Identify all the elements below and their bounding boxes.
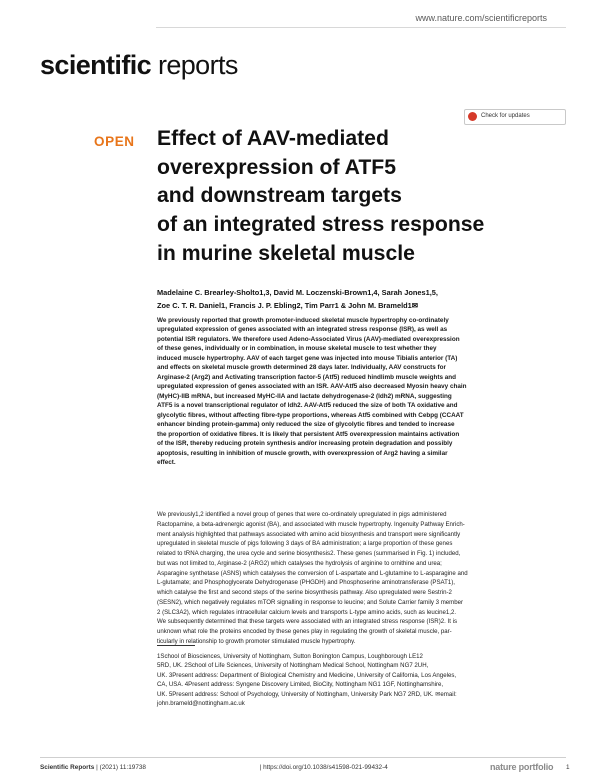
journal-name-bold: scientific xyxy=(40,50,152,80)
abstract-line: ATF5 is a novel transcriptional regulator of ldh2. AAV-Atf5 reduced the size of both TA oxidative and xyxy=(157,402,458,410)
abstract-line: enhancer binding protein-gamma) only reduced the size of glycolytic fibres and tended to increase xyxy=(157,421,455,429)
abstract-line: induced muscle hypertrophy. AAV of each target gene was injected into mouse Tibialis anterior (TA) xyxy=(157,354,458,362)
abstract-line: upregulated expression of genes associated with an integrated stress response (ISR), as well as xyxy=(157,326,448,334)
footer-doi[interactable]: https://doi.org/10.1038/s41598-021-99432-4 xyxy=(263,764,388,771)
body-line: ticularly in relationship to growth promoter stimulated muscle hypertrophy. xyxy=(157,637,356,645)
footer-volume: (2021) 11:19738 xyxy=(99,764,146,771)
affiliation-line: 5RD, UK. 2School of Life Sciences, University of Nottingham Medical School, Nottingham NG7 2UH, xyxy=(157,662,429,670)
body-line: related to tRNA charging, the urea cycle and serine biosynthesis2. These genes (summarised in Fig. 1) included, xyxy=(157,550,461,557)
abstract-line: the proportion of oxidative fibres. It is likely that persistent Atf5 overexpression maintains activation xyxy=(157,430,460,438)
affiliation-line: CA, USA. 4Present address: Syngene Discovery Limited, BioCity, Nottingham NG1 1GF, Nottinghamshire, xyxy=(157,681,444,689)
open-access-label: OPEN xyxy=(94,134,135,149)
abstract-line: apoptosis, resulting in inhibition of muscle growth, with overexpression of Arg2 having a similar xyxy=(157,449,448,457)
body-line: but was not limited to, Arginase-2 (ARG2) which catalyses the hydrolysis of arginine to ornithine and urea; xyxy=(157,559,442,567)
footer-citation: Scientific Reports | (2021) 11:19738 | https://doi.org/10.1038/s41598-021-99432-4 xyxy=(40,764,388,771)
title-line: and downstream targets xyxy=(157,184,402,208)
body-line: ment analysis highlighted that pathways associated with amino acid biosynthesis and transport were significantly xyxy=(157,530,461,538)
affiliation-line: 1School of Biosciences, University of Nottingham, Sutton Bonington Campus, Loughborough LE12 xyxy=(157,653,423,660)
footer-divider xyxy=(40,757,566,758)
body-line: We subsequently determined that these targets were associated with an integrated stress response (ISR)2. It is xyxy=(157,618,457,626)
abstract-line: We previously reported that growth promoter-induced skeletal muscle hypertrophy co-ordinately xyxy=(157,317,449,324)
affiliations-divider xyxy=(157,645,195,646)
abstract-line: effect. xyxy=(157,459,176,467)
body-line: which catalyse the first and second steps of the serine biosynthesis pathway. Also upregulated were Sestrin-2 xyxy=(157,589,452,596)
nature-portfolio-logo: nature portfolio xyxy=(490,762,554,772)
page-number: 1 xyxy=(566,764,570,771)
abstract-line: of these genes, individually or in combination, in mouse skeletal muscle to test whether they xyxy=(157,345,437,353)
body-line: Asparagine synthetase (ASNS) which catalyses the conversion of L-aspartate and L-glutamine to L-asparagine and xyxy=(157,569,468,577)
abstract-line: of the ISR, thereby reducing protein synthesis and/or increasing protein degradation and possibly xyxy=(157,440,453,448)
abstract-line: (MyHC)-IIB mRNA, but increased MyHC-IIA and lactate dehydrogenase-2 (ldh2) mRNA, suggesting xyxy=(157,392,452,400)
footer-journal: Scientific Reports xyxy=(40,764,95,771)
corresponding-email[interactable]: john.brameld@nottingham.ac.uk xyxy=(157,700,245,708)
affiliations xyxy=(157,652,570,708)
title-line: overexpression of ATF5 xyxy=(157,155,397,179)
body-line: L-glutamate; and Phosphoglycerate Dehydrogenase (PHGDH) and Phosphoserine aminotransferase (PSAT1), xyxy=(157,579,455,587)
body-text xyxy=(157,510,570,647)
body-line: We previously1,2 identified a novel group of genes that were co-ordinately upregulated in pigs administered xyxy=(157,511,447,518)
author-list xyxy=(157,286,569,312)
abstract xyxy=(157,316,570,468)
header-divider xyxy=(156,27,566,28)
title-line: of an integrated stress response xyxy=(157,213,485,237)
body-line: upregulated in skeletal muscle of pigs following 3 days of BA administration; a large proportion of these genes xyxy=(157,540,453,548)
abstract-line: glycolytic fibres, without affecting fibre-type proportions, whereas Atf5 combined with Cebpg (CCAAT xyxy=(157,411,464,419)
author-line: Madelaine C. Brearley-Sholto1,3, David M. Loczenski-Brown1,4, Sarah Jones1,5, xyxy=(157,288,438,297)
body-line: (SESN2), which negatively regulates mTOR signalling in response to leucine; and Solute Carrier family 3 member xyxy=(157,598,464,606)
crossmark-icon xyxy=(468,112,477,121)
title-line: Effect of AAV-mediated xyxy=(157,127,389,150)
title-line: in murine skeletal muscle xyxy=(157,241,415,265)
abstract-line: and effects on skeletal muscle growth determined 28 days later. Individually, AAV constructs for xyxy=(157,364,446,372)
author-line: Zoe C. T. R. Daniel1, Francis J. P. Ebling2, Tim Parr1 & John M. Brameld1✉ xyxy=(157,301,418,310)
abstract-line: upregulated expression of genes associated with an ISR. AAV-Atf5 also decreased Myosin heavy chain xyxy=(157,383,467,391)
affiliation-line: UK. 3Present address: Department of Biological Chemistry and Medicine, University of California, Los Angeles, xyxy=(157,671,457,679)
body-line: 2 (SLC3A2), which regulates intracellular calcium levels and transports L-type amino acids, such as leucine1,2. xyxy=(157,608,457,616)
abstract-line: potential ISR regulators. We therefore used Adeno-Associated Virus (AAV)-mediated overexpression xyxy=(157,335,460,343)
article-title xyxy=(157,125,569,269)
affiliation-line: UK. 5Present address: School of Psychology, University of Nottingham, University Park NG7 2RD, UK. ✉email: xyxy=(157,690,457,698)
check-for-updates-label: Check for updates xyxy=(481,113,530,119)
body-line: Ractopamine, a beta-adrenergic agonist (BA), and associated with muscle hypertrophy. Ingenuity Pathway Enrich- xyxy=(157,520,465,528)
journal-name-light: reports xyxy=(157,50,238,80)
body-line: unknown what role the proteins encoded by these genes play in regulating the growth of skeletal muscle, par- xyxy=(157,628,452,635)
journal-url[interactable]: www.nature.com/scientificreports xyxy=(415,13,547,23)
journal-logo xyxy=(40,50,238,81)
abstract-line: Arginase-2 (Arg2) and Activating transcription factor-5 (Atf5) reduced hindlimb muscle weights and xyxy=(157,373,457,381)
check-for-updates-button[interactable] xyxy=(464,109,566,125)
